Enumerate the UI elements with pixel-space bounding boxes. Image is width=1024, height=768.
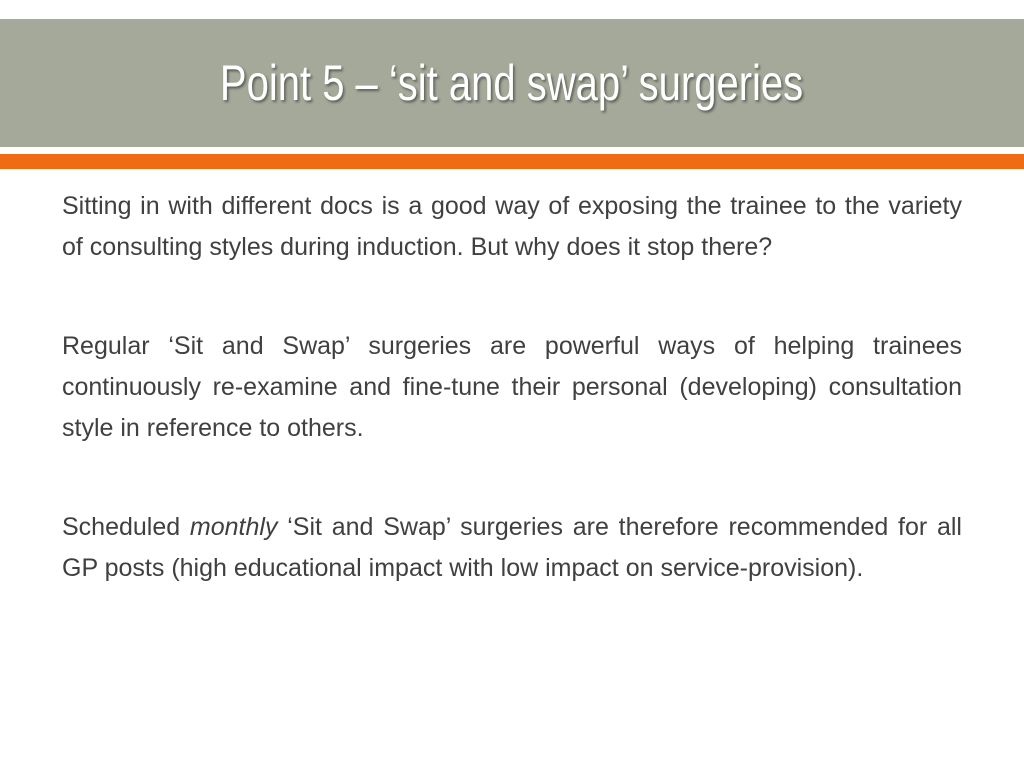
paragraph-regular-sit-and-swap: Regular ‘Sit and Swap’ surgeries are powerful ways of helping trainees continuously re-examine and fine-tune their personal (developing) consultation style in reference to others. [62,332,962,442]
title-band [0,19,1024,147]
emphasis-monthly: monthly [189,513,278,541]
paragraph-rest-text: ‘Sit and Swap’ surgeries are therefore recommended for all GP posts (high educational impact with low impact on service-provision). [62,513,962,582]
paragraph-scheduled-monthly [62,507,962,589]
accent-divider [0,154,1024,169]
paragraph-sitting-in: Sitting in with different docs is a good way of exposing the trainee to the variety of consulting styles during induction. But why does it stop there? [62,192,962,261]
slide-body [62,186,962,589]
paragraph-lead-text: Scheduled [62,513,190,541]
slide-title: Point 5 – ‘sit and swap’ surgeries [220,55,804,111]
